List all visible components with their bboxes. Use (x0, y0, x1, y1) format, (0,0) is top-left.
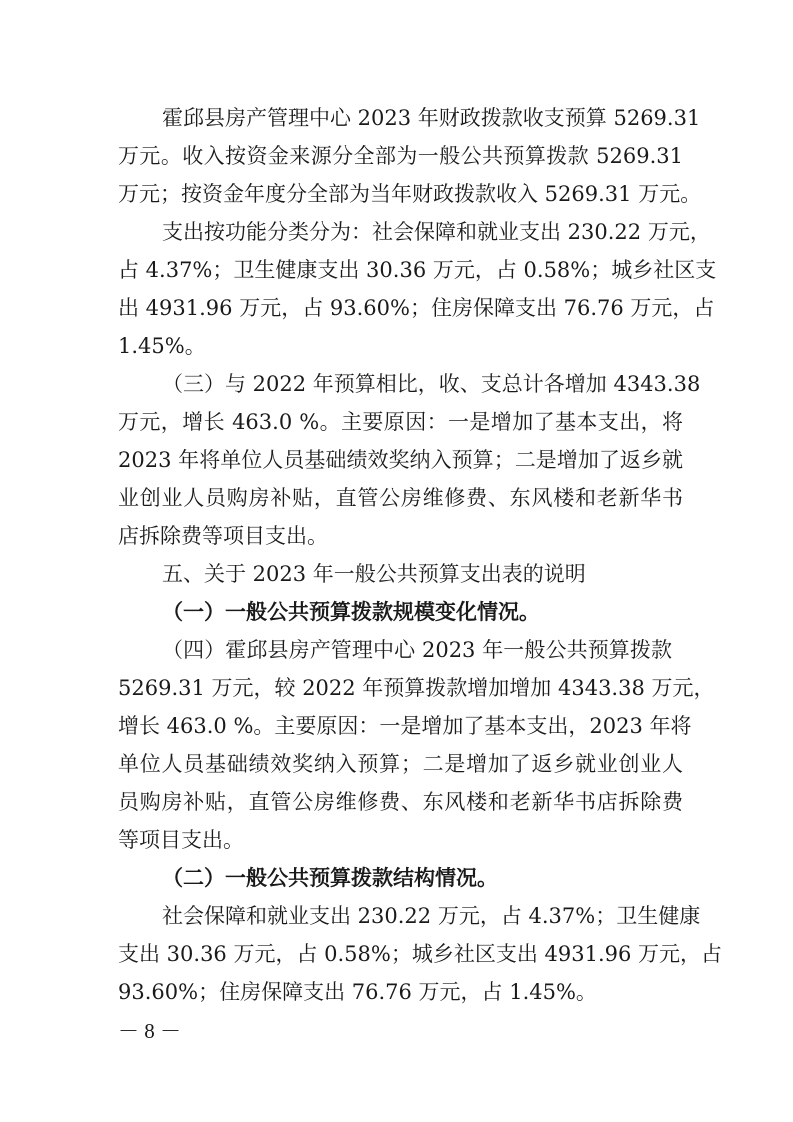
paragraph-line: 霍邱县房产管理中心 2023 年财政拨款收支预算 5269.31 (162, 106, 701, 130)
paragraph-line: 支出按功能分类分为：社会保障和就业支出 230.22 万元， (162, 220, 711, 244)
paragraph-line: （三）与 2022 年预算相比，收、支总计各增加 4343.38 (162, 372, 701, 396)
paragraph-line: 占 4.37%；卫生健康支出 30.36 万元，占 0.58%；城乡社区支 (118, 258, 717, 282)
paragraph-line: 业创业人员购房补贴，直管公房维修费、东风楼和老新华书 (118, 486, 683, 510)
paragraph-line: 万元。收入按资金来源分全部为一般公共预算拨款 5269.31 (118, 144, 683, 168)
paragraph-line: 2023 年将单位人员基础绩效奖纳入预算；二是增加了返乡就 (118, 448, 683, 472)
paragraph-line: 支出 30.36 万元，占 0.58%；城乡社区支出 4931.96 万元，占 (118, 942, 723, 966)
subsection-heading: （一）一般公共预算拨款规模变化情况。 (162, 599, 540, 624)
section-heading: 五、关于 2023 年一般公共预算支出表的说明 (162, 562, 586, 586)
paragraph-line: 5269.31 万元，较 2022 年预算拨款增加增加 4343.38 万元， (118, 676, 715, 700)
paragraph-line: 增长 463.0 %。主要原因：一是增加了基本支出，2023 年将 (118, 714, 692, 738)
subsection-heading: （二）一般公共预算拨款结构情况。 (162, 865, 498, 890)
page-number: － 8 － (118, 1019, 181, 1043)
paragraph-line: 93.60%；住房保障支出 76.76 万元，占 1.45%。 (118, 980, 597, 1004)
paragraph-line: 社会保障和就业支出 230.22 万元，占 4.37%；卫生健康 (162, 904, 701, 928)
paragraph-line: 单位人员基础绩效奖纳入预算；二是增加了返乡就业创业人 (118, 752, 683, 776)
paragraph-line: （四）霍邱县房产管理中心 2023 年一般公共预算拨款 (162, 638, 672, 662)
paragraph-line: 店拆除费等项目支出。 (118, 524, 328, 548)
paragraph-line: 员购房补贴，直管公房维修费、东风楼和老新华书店拆除费 (118, 790, 683, 814)
paragraph-line: 等项目支出。 (118, 828, 244, 852)
paragraph-line: 万元；按资金年度分全部为当年财政拨款收入 5269.31 万元。 (118, 182, 702, 206)
paragraph-line: 1.45%。 (118, 334, 206, 358)
paragraph-line: 出 4931.96 万元，占 93.60%；住房保障支出 76.76 万元，占 (118, 296, 715, 320)
paragraph-line: 万元，增长 463.0 %。主要原因：一是增加了基本支出，将 (118, 410, 683, 434)
